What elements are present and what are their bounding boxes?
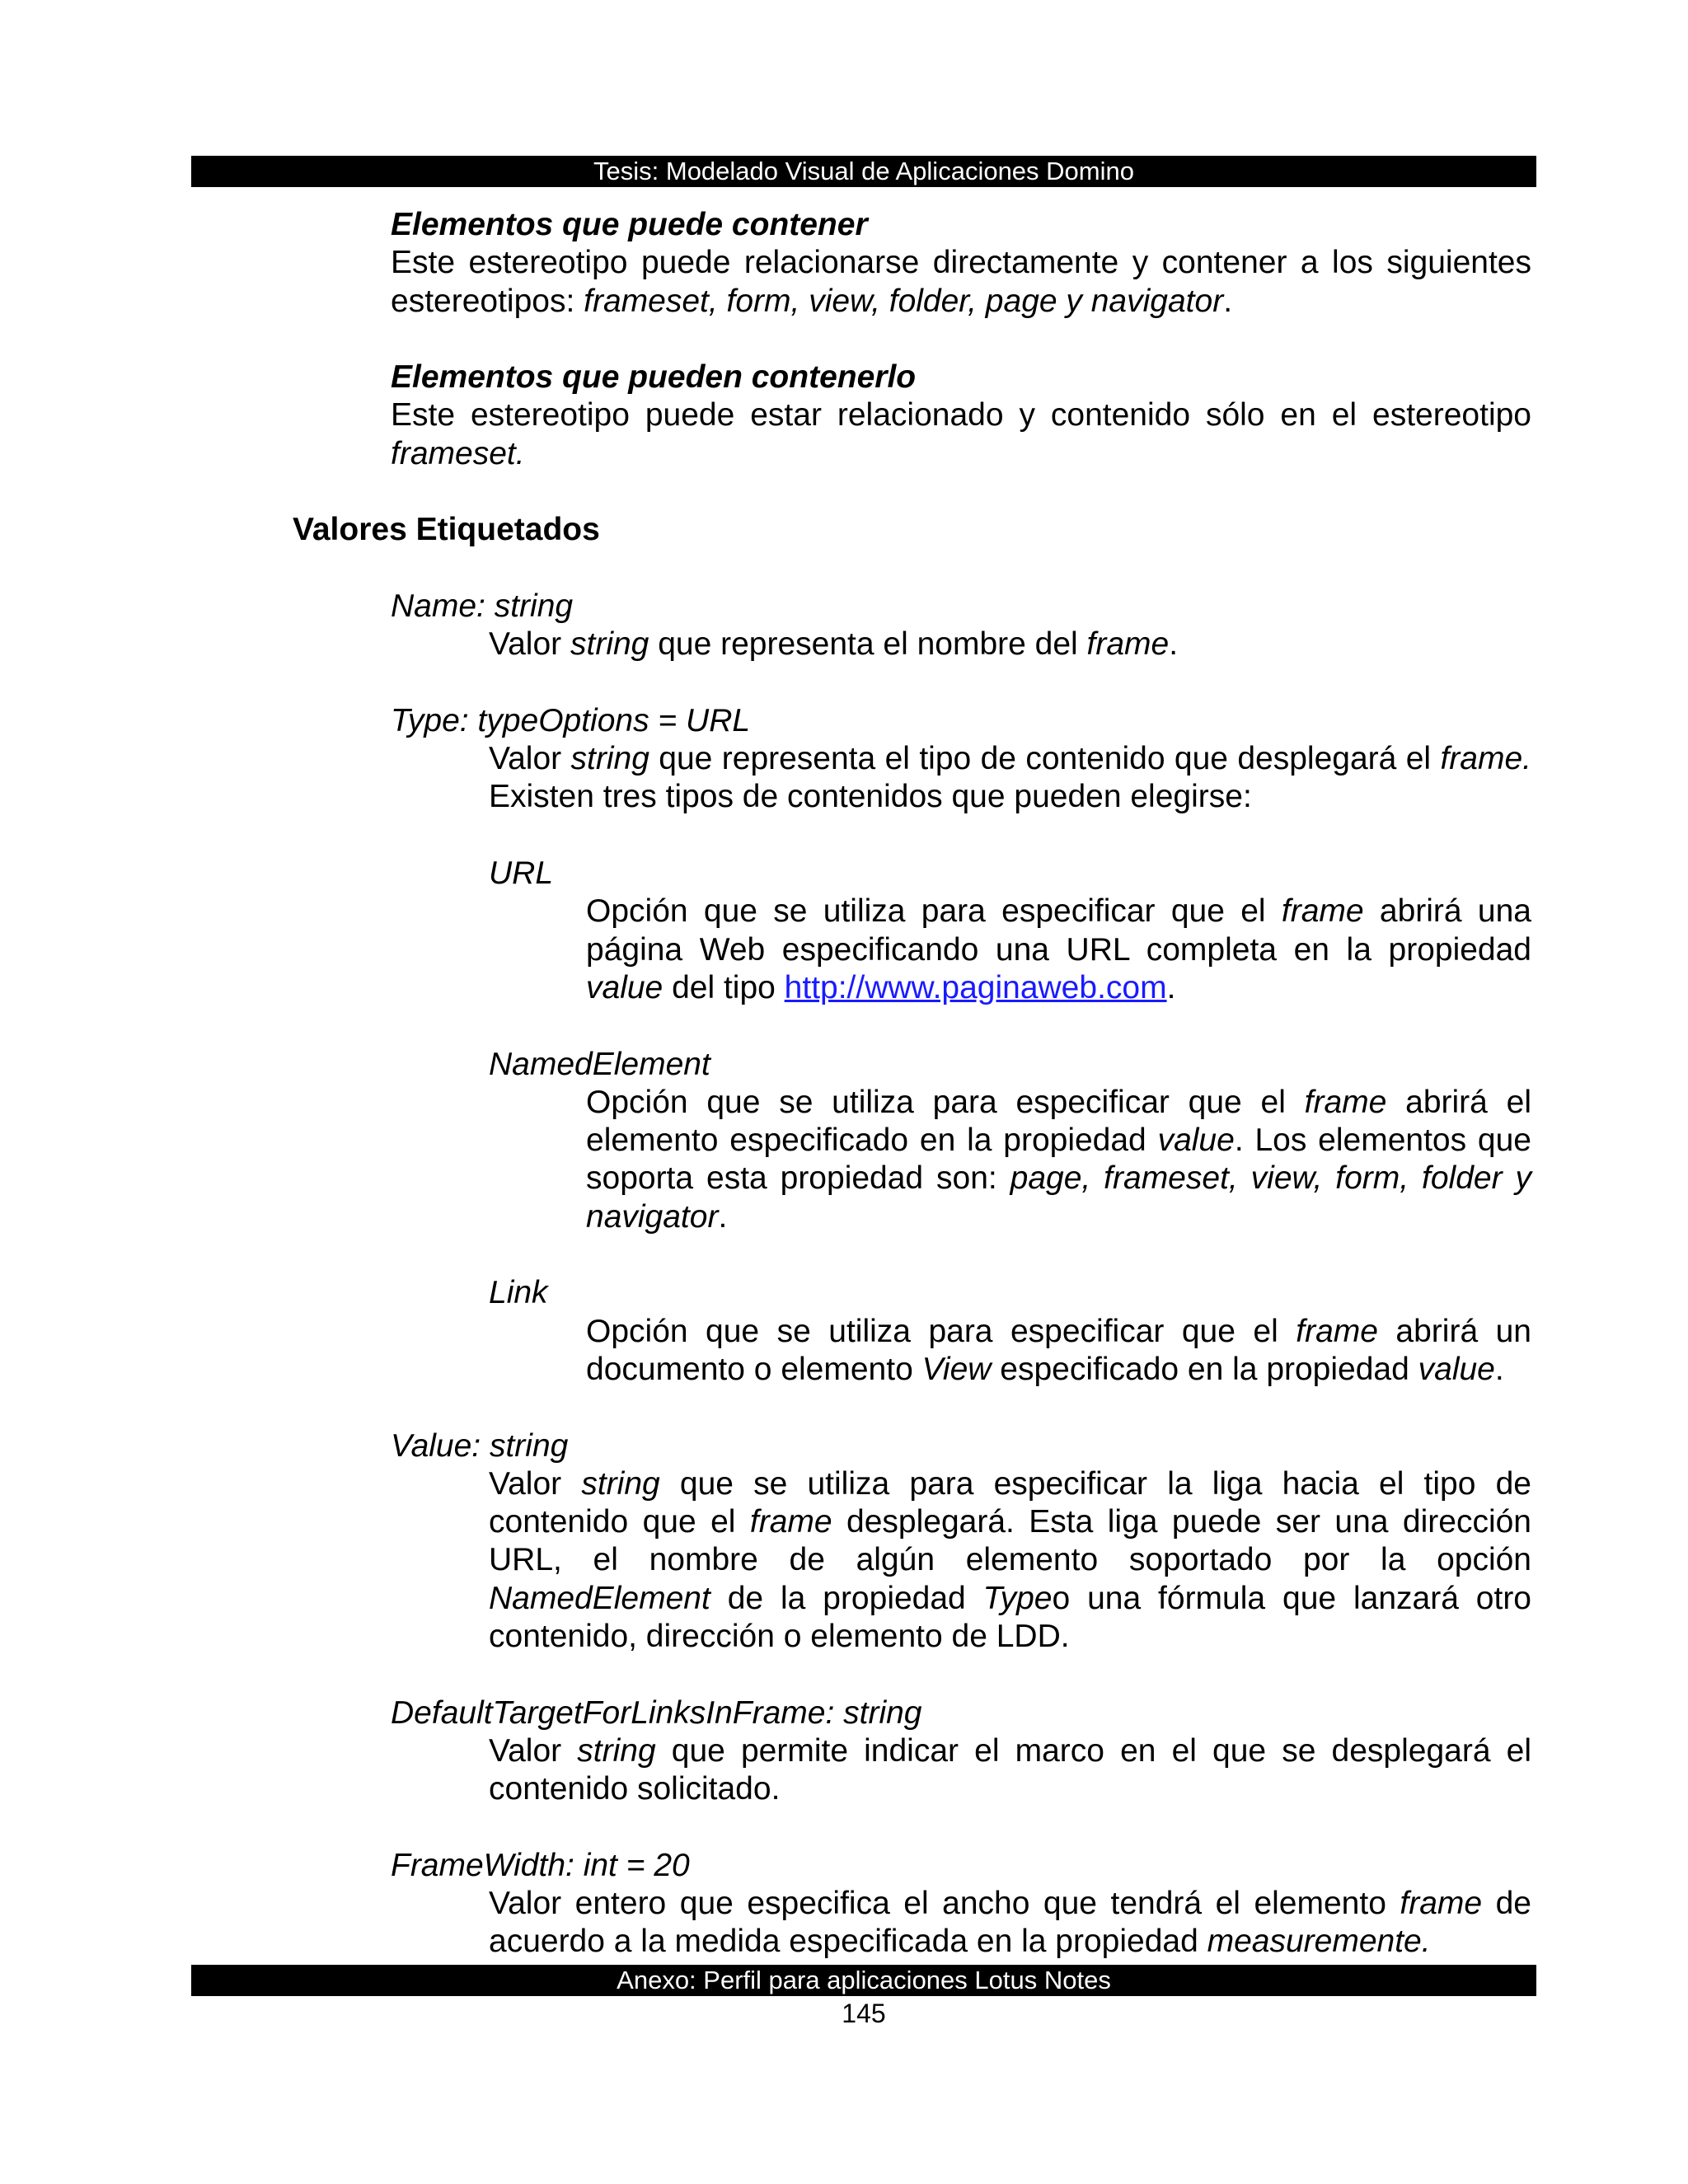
option-desc-link: Opción que se utiliza para especificar que el frame abrirá un documento o elemento View especificado en la propiedad value. xyxy=(586,1313,1531,1387)
option-desc-url: Opción que se utiliza para especificar que el frame abrirá una página Web especificando una URL completa en la propiedad value del tipo http://www.paginaweb.com. xyxy=(586,893,1531,1005)
heading-pueden-contenerlo: Elementos que pueden contenerlo xyxy=(391,359,917,396)
page-footer: Anexo: Perfil para aplicaciones Lotus Notes xyxy=(191,1965,1536,1996)
property-desc-type: Valor string que representa el tipo de contenido que desplegará el frame. Existen tres tipos de contenidos que pueden elegirse: xyxy=(489,741,1531,815)
heading-puede-contener: Elementos que puede contener xyxy=(391,207,868,242)
option-title-url: URL xyxy=(489,855,554,892)
paginaweb-link[interactable]: http://www.paginaweb.com xyxy=(784,969,1167,1005)
heading-valores-etiquetados: Valores Etiquetados xyxy=(293,512,600,548)
option-title-namedelement: NamedElement xyxy=(489,1046,710,1082)
property-desc-defaulttarget: Valor string que permite indicar el marco en el que se desplegará el contenido solicitado. xyxy=(489,1732,1531,1807)
property-title-type: Type: typeOptions = URL xyxy=(391,702,751,738)
property-desc-value: Valor string que se utiliza para especificar la liga hacia el tipo de contenido que el frame desplegará. Esta liga puede ser una dirección URL, el nombre de algún elemento soportado por la opción NamedElement de la propiedad Typeo una fórmula que lanzará otro contenido, dirección o elemento de LDD. xyxy=(489,1465,1532,1654)
option-desc-namedelement: Opción que se utiliza para especificar que el frame abrirá el elemento especificado en la propiedad value. Los elementos que soporta esta propiedad son: page, frameset, view, form, folder y navigator. xyxy=(586,1084,1531,1235)
property-desc-name: Valor string que representa el nombre del frame. xyxy=(489,626,1179,663)
paragraph-puede-contener: Este estereotipo puede relacionarse directamente y contener a los siguientes estereotipos: frameset, form, view, folder, page y navigator. xyxy=(391,245,1531,319)
page-number: 145 xyxy=(842,1999,886,2028)
document-body xyxy=(0,206,1688,1961)
property-title-framewidth: FrameWidth: int = 20 xyxy=(391,1847,690,1883)
page-header: Tesis: Modelado Visual de Aplicaciones Domino xyxy=(191,156,1536,187)
paragraph-pueden-contenerlo: Este estereotipo puede estar relacionado y contenido sólo en el estereotipo frameset. xyxy=(391,397,1531,471)
property-title-name: Name: string xyxy=(391,588,574,624)
option-title-link: Link xyxy=(489,1275,548,1311)
property-title-defaulttarget: DefaultTargetForLinksInFrame: string xyxy=(391,1694,922,1731)
property-desc-framewidth: Valor entero que especifica el ancho que tendrá el elemento frame de acuerdo a la medida especificada en la propiedad measuremente. xyxy=(489,1886,1532,1960)
property-title-value: Value: string xyxy=(391,1427,569,1464)
